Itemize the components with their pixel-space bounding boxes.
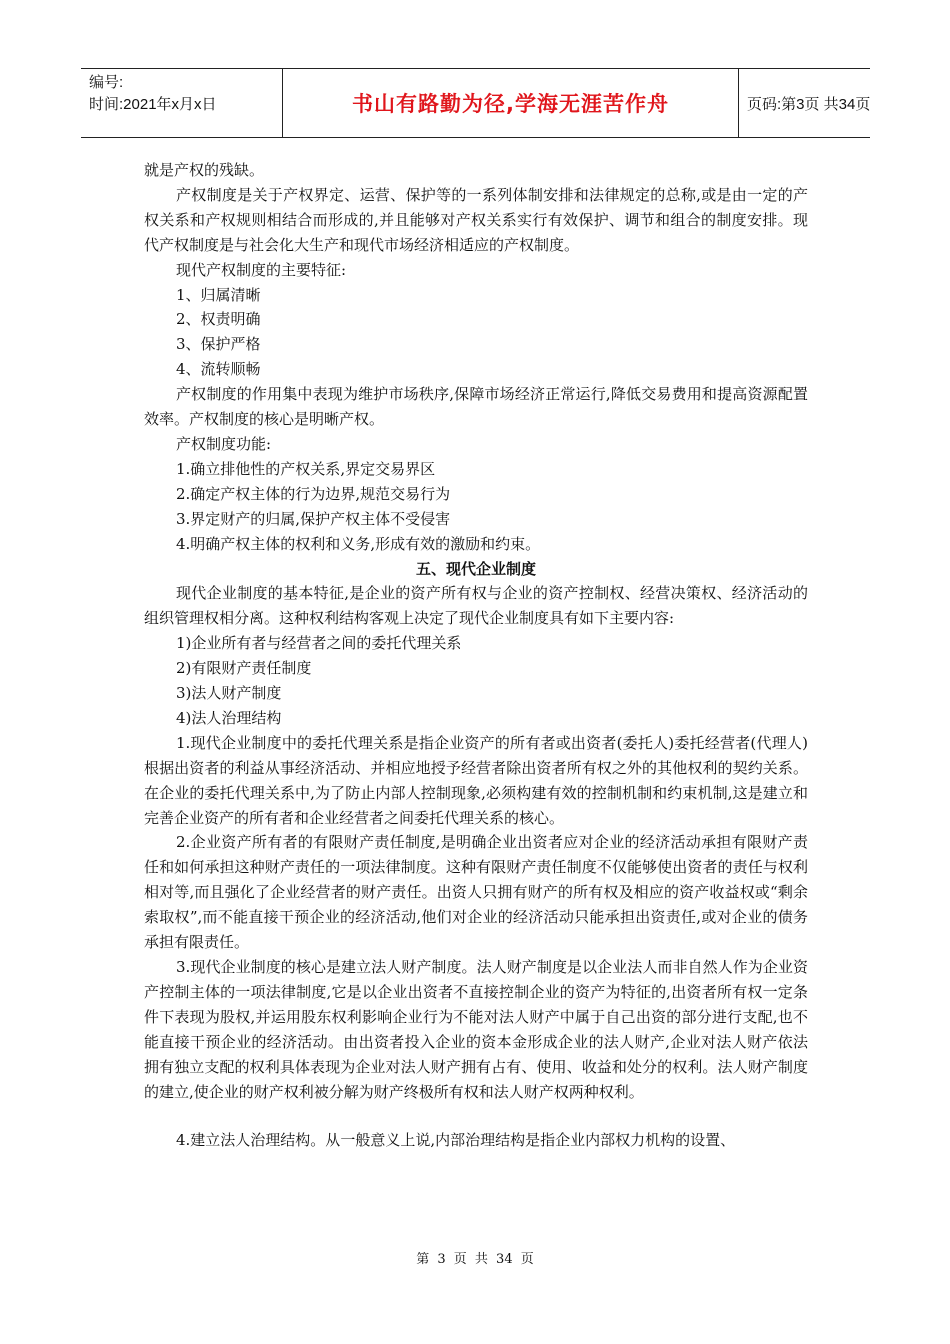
header-page-info: 页码:第3页 共34页 [747, 95, 871, 113]
list-item: 1、归属清晰 [176, 285, 261, 304]
list-item: 3)法人财产制度 [176, 684, 282, 703]
header-divider [738, 69, 739, 137]
list-item: 2、权责明确 [176, 310, 261, 329]
paragraph: 产权制度是关于产权界定、运营、保护等的一系列体制安排和法律规定的总称,或是由一定的产权关系和产权规则相结合而形成的,并且能够对产权关系实行有效保护、调节和组合的制度安排。现代产权制度是与社会化大生产和现代市场经济相适应的产权制度。 [144, 185, 808, 254]
list-item: 1)企业所有者与经营者之间的委托代理关系 [176, 634, 462, 653]
paragraph: 1.现代企业制度中的委托代理关系是指企业资产的所有者或出资者(委托人)委托经营者(代理人)根据出资者的利益从事经济活动、并相应地授予经营者除出资者所有权之外的其他权利的契约关系。在企业的委托代理关系中,为了防止内部人控制现象,必须构建有效的控制机制和约束机制,这是建立和完善企业资产的所有者和企业经营者之间委托代理关系的核心。 [144, 733, 808, 827]
paragraph: 2.企业资产所有者的有限财产责任制度,是明确企业出资者应对企业的经济活动承担有限财产责任和如何承担这种财产责任的一项法律制度。这种有限财产责任制度不仅能够使出资者的责任与权利相对等,而且强化了企业经营者的财产责任。出资人只拥有财产的所有权及相应的资产收益权或“剩余索取权”,而不能直接干预企业的经济活动,他们对企业的经济活动只能承担出资责任,或对企业的债务承担有限责任。 [144, 833, 808, 952]
section-title: 五、现代企业制度 [415, 559, 536, 578]
paragraph: 产权制度功能: [176, 434, 272, 453]
paragraph: 现代产权制度的主要特征: [176, 260, 347, 279]
paragraph: 4.建立法人治理结构。从一般意义上说,内部治理结构是指企业内部权力机构的设置、 [176, 1131, 736, 1150]
document-time: 时间:2021年x月x日 [89, 96, 217, 113]
header-meta [89, 72, 279, 116]
paragraph: 3.现代企业制度的核心是建立法人财产制度。法人财产制度是以企业法人而非自然人作为企业资产控制主体的一项法律制度,它是以企业出资者不直接控制企业的资产为特征的,出资者所有权一定条件下表现为股权,并运用股东权利影响企业行为不能对法人财产中属于自己出资的部分进行支配,也不能直接干预企业的经济活动。由出资者投入企业的资本金形成企业的法人财产,企业对法人财产依法拥有独立支配的权利具体表现为企业对法人财产拥有占有、使用、收益和处分的权利。法人财产制度的建立,使企业的财产权利被分解为财产终极所有权和法人财产权两种权利。 [144, 958, 808, 1101]
document-body [144, 158, 808, 1153]
paragraph: 就是产权的残缺。 [144, 161, 265, 179]
list-item: 2.确定产权主体的行为边界,规范交易行为 [176, 484, 451, 503]
list-item: 4、流转顺畅 [176, 360, 261, 379]
paragraph: 现代企业制度的基本特征,是企业的资产所有权与企业的资产控制权、经营决策权、经济活动的组织管理权相分离。这种权利结构客观上决定了现代企业制度具有如下主要内容: [144, 584, 808, 628]
page-header [81, 68, 870, 138]
list-item: 1.确立排他性的产权关系,界定交易界区 [176, 459, 436, 478]
list-item: 2)有限财产责任制度 [176, 659, 312, 678]
header-motto: 书山有路勤为径,学海无涯苦作舟 [352, 92, 669, 116]
list-item: 3.界定财产的归属,保护产权主体不受侵害 [176, 509, 451, 528]
page-footer: 第 3 页 共 34 页 [416, 1252, 534, 1267]
list-item: 4)法人治理结构 [176, 708, 282, 727]
paragraph: 产权制度的作用集中表现为维护市场秩序,保障市场经济正常运行,降低交易费用和提高资源配置效率。产权制度的核心是明晰产权。 [144, 385, 808, 429]
document-number-label: 编号: [89, 74, 124, 91]
list-item: 3、保护严格 [176, 335, 261, 354]
list-item: 4.明确产权主体的权利和义务,形成有效的激励和约束。 [176, 534, 541, 553]
